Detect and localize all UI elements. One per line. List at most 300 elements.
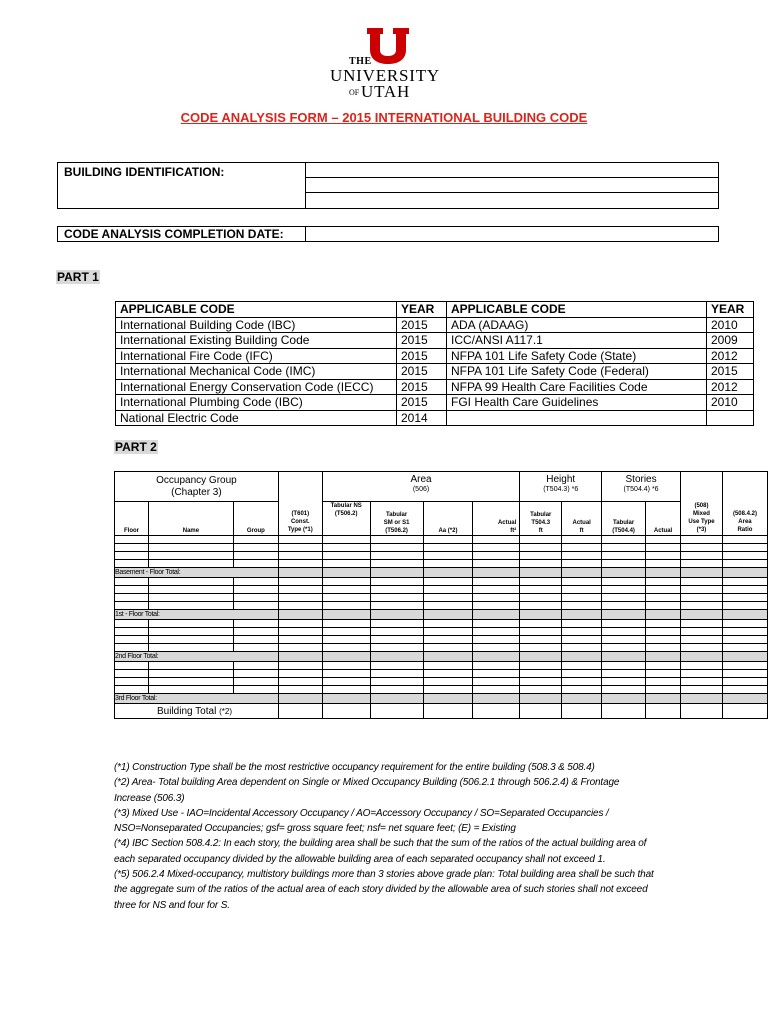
entry-cell[interactable] xyxy=(681,662,723,670)
entry-cell[interactable] xyxy=(423,578,473,586)
total-cell[interactable] xyxy=(322,610,370,620)
total-cell[interactable] xyxy=(722,704,767,719)
total-cell[interactable] xyxy=(681,610,723,620)
entry-cell[interactable] xyxy=(602,670,646,678)
entry-cell[interactable] xyxy=(233,620,278,628)
entry-cell[interactable] xyxy=(602,678,646,686)
entry-cell[interactable] xyxy=(562,620,602,628)
entry-cell[interactable] xyxy=(423,602,473,610)
entry-cell[interactable] xyxy=(602,620,646,628)
entry-cell[interactable] xyxy=(233,602,278,610)
entry-cell[interactable] xyxy=(423,586,473,594)
entry-cell[interactable] xyxy=(562,536,602,544)
entry-cell[interactable] xyxy=(602,628,646,636)
entry-cell[interactable] xyxy=(646,686,681,694)
entry-cell[interactable] xyxy=(233,536,278,544)
total-cell[interactable] xyxy=(602,610,646,620)
entry-cell[interactable] xyxy=(148,662,233,670)
total-cell[interactable] xyxy=(322,652,370,662)
entry-cell[interactable] xyxy=(423,536,473,544)
entry-cell[interactable] xyxy=(562,670,602,678)
entry-cell[interactable] xyxy=(115,678,149,686)
total-cell[interactable] xyxy=(322,704,370,719)
entry-cell[interactable] xyxy=(681,620,723,628)
entry-cell[interactable] xyxy=(562,578,602,586)
entry-cell[interactable] xyxy=(322,602,370,610)
entry-cell[interactable] xyxy=(233,544,278,552)
entry-cell[interactable] xyxy=(423,678,473,686)
entry-cell[interactable] xyxy=(115,544,149,552)
total-cell[interactable] xyxy=(646,568,681,578)
entry-cell[interactable] xyxy=(602,544,646,552)
entry-cell[interactable] xyxy=(473,686,520,694)
entry-cell[interactable] xyxy=(520,602,562,610)
total-cell[interactable] xyxy=(473,694,520,704)
entry-cell[interactable] xyxy=(115,586,149,594)
entry-cell[interactable] xyxy=(233,552,278,560)
code-cell-year2: 2010 xyxy=(707,395,754,411)
total-cell[interactable] xyxy=(646,610,681,620)
entry-cell[interactable] xyxy=(423,552,473,560)
entry-cell[interactable] xyxy=(423,636,473,644)
entry-cell[interactable] xyxy=(602,578,646,586)
entry-cell[interactable] xyxy=(681,594,723,602)
entry-cell[interactable] xyxy=(278,678,322,686)
entry-cell[interactable] xyxy=(520,620,562,628)
total-cell[interactable] xyxy=(681,704,723,719)
total-cell[interactable] xyxy=(278,694,322,704)
entry-cell[interactable] xyxy=(370,670,423,678)
entry-cell[interactable] xyxy=(370,560,423,568)
total-cell[interactable] xyxy=(423,694,473,704)
entry-cell[interactable] xyxy=(681,628,723,636)
entry-cell[interactable] xyxy=(278,552,322,560)
entry-cell[interactable] xyxy=(322,586,370,594)
total-cell[interactable] xyxy=(602,694,646,704)
entry-cell[interactable] xyxy=(722,578,767,586)
entry-cell[interactable] xyxy=(322,636,370,644)
total-cell[interactable] xyxy=(423,610,473,620)
entry-cell[interactable] xyxy=(562,594,602,602)
entry-cell[interactable] xyxy=(520,662,562,670)
entry-cell[interactable] xyxy=(278,594,322,602)
entry-cell[interactable] xyxy=(370,552,423,560)
total-cell[interactable] xyxy=(722,652,767,662)
total-cell[interactable] xyxy=(602,704,646,719)
entry-cell[interactable] xyxy=(646,636,681,644)
entry-cell[interactable] xyxy=(370,644,423,652)
floor-total-label: Basement - Floor Total: xyxy=(115,568,279,578)
entry-cell[interactable] xyxy=(148,586,233,594)
entry-cell[interactable] xyxy=(115,670,149,678)
entry-cell[interactable] xyxy=(681,602,723,610)
entry-cell[interactable] xyxy=(115,578,149,586)
total-cell[interactable] xyxy=(520,610,562,620)
total-cell[interactable] xyxy=(562,610,602,620)
entry-cell[interactable] xyxy=(148,536,233,544)
entry-cell[interactable] xyxy=(520,678,562,686)
entry-cell[interactable] xyxy=(681,670,723,678)
entry-cell[interactable] xyxy=(473,662,520,670)
total-cell[interactable] xyxy=(562,568,602,578)
entry-cell[interactable] xyxy=(370,594,423,602)
entry-cell[interactable] xyxy=(370,636,423,644)
entry-cell[interactable] xyxy=(646,560,681,568)
entry-cell[interactable] xyxy=(473,628,520,636)
total-cell[interactable] xyxy=(602,652,646,662)
entry-cell[interactable] xyxy=(233,670,278,678)
entry-cell[interactable] xyxy=(115,628,149,636)
entry-cell[interactable] xyxy=(278,686,322,694)
entry-cell[interactable] xyxy=(115,644,149,652)
entry-cell[interactable] xyxy=(681,644,723,652)
tabular-sm-line-1: Tabular xyxy=(385,512,408,518)
entry-cell[interactable] xyxy=(115,602,149,610)
entry-cell[interactable] xyxy=(722,552,767,560)
entry-cell[interactable] xyxy=(602,662,646,670)
entry-cell[interactable] xyxy=(722,560,767,568)
entry-cell[interactable] xyxy=(233,628,278,636)
total-cell[interactable] xyxy=(473,568,520,578)
entry-cell[interactable] xyxy=(562,644,602,652)
entry-cell[interactable] xyxy=(370,628,423,636)
entry-cell[interactable] xyxy=(602,594,646,602)
entry-cell[interactable] xyxy=(681,636,723,644)
entry-cell[interactable] xyxy=(602,686,646,694)
entry-cell[interactable] xyxy=(722,636,767,644)
header-mixed-use xyxy=(681,472,723,536)
entry-cell[interactable] xyxy=(562,636,602,644)
total-cell[interactable] xyxy=(562,694,602,704)
entry-cell[interactable] xyxy=(473,620,520,628)
entry-cell[interactable] xyxy=(473,560,520,568)
total-cell[interactable] xyxy=(278,610,322,620)
entry-cell[interactable] xyxy=(423,662,473,670)
entry-cell[interactable] xyxy=(722,594,767,602)
entry-cell[interactable] xyxy=(370,686,423,694)
code-cell-code: International Fire Code (IFC) xyxy=(116,348,397,364)
entry-cell[interactable] xyxy=(562,628,602,636)
entry-cell[interactable] xyxy=(681,678,723,686)
table-row xyxy=(116,395,754,411)
entry-cell[interactable] xyxy=(473,578,520,586)
entry-cell[interactable] xyxy=(646,536,681,544)
area-ref-text: (506) xyxy=(412,486,430,493)
entry-cell[interactable] xyxy=(233,586,278,594)
entry-cell[interactable] xyxy=(602,644,646,652)
entry-cell[interactable] xyxy=(646,552,681,560)
code-cell-code: International Energy Conservation Code (IECC) xyxy=(116,379,397,395)
entry-cell[interactable] xyxy=(278,560,322,568)
total-cell[interactable] xyxy=(646,694,681,704)
entry-cell[interactable] xyxy=(278,578,322,586)
total-cell[interactable] xyxy=(520,694,562,704)
entry-cell[interactable] xyxy=(722,620,767,628)
entry-cell[interactable] xyxy=(646,594,681,602)
entry-cell[interactable] xyxy=(681,544,723,552)
entry-cell[interactable] xyxy=(115,560,149,568)
total-cell[interactable] xyxy=(681,694,723,704)
entry-cell[interactable] xyxy=(722,544,767,552)
entry-cell[interactable] xyxy=(148,678,233,686)
entry-cell[interactable] xyxy=(278,544,322,552)
entry-cell[interactable] xyxy=(278,586,322,594)
entry-cell[interactable] xyxy=(562,586,602,594)
entry-cell[interactable] xyxy=(681,536,723,544)
entry-cell[interactable] xyxy=(520,536,562,544)
entry-cell[interactable] xyxy=(681,578,723,586)
entry-cell[interactable] xyxy=(278,662,322,670)
entry-cell[interactable] xyxy=(722,602,767,610)
entry-cell[interactable] xyxy=(520,686,562,694)
entry-cell[interactable] xyxy=(233,644,278,652)
logo-university-text: UNIVERSITY xyxy=(330,66,440,85)
building-identification-fields[interactable] xyxy=(305,162,719,209)
entry-cell[interactable] xyxy=(148,578,233,586)
total-cell[interactable] xyxy=(423,704,473,719)
total-cell[interactable] xyxy=(473,704,520,719)
entry-cell[interactable] xyxy=(278,628,322,636)
total-cell[interactable] xyxy=(370,568,423,578)
entry-cell[interactable] xyxy=(473,678,520,686)
entry-cell[interactable] xyxy=(278,644,322,652)
entry-cell[interactable] xyxy=(681,686,723,694)
entry-cell[interactable] xyxy=(646,662,681,670)
table-row xyxy=(116,317,754,333)
total-cell[interactable] xyxy=(681,652,723,662)
entry-cell[interactable] xyxy=(520,636,562,644)
entry-cell[interactable] xyxy=(148,670,233,678)
entry-cell[interactable] xyxy=(681,586,723,594)
university-logo xyxy=(0,0,768,100)
entry-cell[interactable] xyxy=(722,644,767,652)
entry-cell[interactable] xyxy=(322,578,370,586)
entry-cell[interactable] xyxy=(370,678,423,686)
entry-cell[interactable] xyxy=(520,544,562,552)
total-cell[interactable] xyxy=(322,568,370,578)
entry-cell[interactable] xyxy=(233,686,278,694)
total-cell[interactable] xyxy=(681,568,723,578)
entry-cell[interactable] xyxy=(322,644,370,652)
entry-cell[interactable] xyxy=(322,670,370,678)
entry-cell[interactable] xyxy=(646,670,681,678)
total-cell[interactable] xyxy=(602,568,646,578)
code-cell-code: International Existing Building Code xyxy=(116,333,397,349)
entry-cell[interactable] xyxy=(148,644,233,652)
entry-cell[interactable] xyxy=(646,678,681,686)
entry-cell[interactable] xyxy=(370,662,423,670)
entry-cell[interactable] xyxy=(423,628,473,636)
entry-cell[interactable] xyxy=(602,586,646,594)
entry-cell[interactable] xyxy=(115,636,149,644)
entry-cell[interactable] xyxy=(322,662,370,670)
total-cell[interactable] xyxy=(370,704,423,719)
total-cell[interactable] xyxy=(278,652,322,662)
entry-cell[interactable] xyxy=(602,552,646,560)
entry-cell[interactable] xyxy=(322,594,370,602)
entry-cell[interactable] xyxy=(148,620,233,628)
entry-cell[interactable] xyxy=(473,636,520,644)
entry-cell[interactable] xyxy=(473,644,520,652)
entry-cell[interactable] xyxy=(115,620,149,628)
entry-cell[interactable] xyxy=(322,628,370,636)
actual-h-line-2: ft xyxy=(579,528,584,534)
entry-cell[interactable] xyxy=(148,628,233,636)
entry-cell[interactable] xyxy=(370,578,423,586)
header-const-type xyxy=(278,472,322,536)
entry-cell[interactable] xyxy=(370,620,423,628)
entry-cell[interactable] xyxy=(520,560,562,568)
entry-cell[interactable] xyxy=(520,594,562,602)
entry-cell[interactable] xyxy=(148,560,233,568)
entry-cell[interactable] xyxy=(722,536,767,544)
entry-cell[interactable] xyxy=(423,644,473,652)
entry-cell[interactable] xyxy=(423,560,473,568)
total-cell[interactable] xyxy=(423,652,473,662)
entry-cell[interactable] xyxy=(423,620,473,628)
entry-cell[interactable] xyxy=(562,560,602,568)
entry-cell[interactable] xyxy=(278,670,322,678)
entry-cell[interactable] xyxy=(233,560,278,568)
total-cell[interactable] xyxy=(423,568,473,578)
total-cell[interactable] xyxy=(278,568,322,578)
entry-cell[interactable] xyxy=(278,620,322,628)
entry-cell[interactable] xyxy=(562,686,602,694)
entry-cell[interactable] xyxy=(233,678,278,686)
code-cell-code: International Plumbing Code (IBC) xyxy=(116,395,397,411)
entry-cell[interactable] xyxy=(233,578,278,586)
entry-cell[interactable] xyxy=(646,578,681,586)
entry-cell[interactable] xyxy=(322,560,370,568)
total-cell[interactable] xyxy=(722,694,767,704)
entry-cell[interactable] xyxy=(115,552,149,560)
entry-cell[interactable] xyxy=(115,662,149,670)
total-cell[interactable] xyxy=(278,704,322,719)
entry-cell[interactable] xyxy=(423,594,473,602)
entry-cell[interactable] xyxy=(722,586,767,594)
total-cell[interactable] xyxy=(520,568,562,578)
total-cell[interactable] xyxy=(646,704,681,719)
entry-cell[interactable] xyxy=(722,662,767,670)
entry-cell[interactable] xyxy=(722,678,767,686)
total-cell[interactable] xyxy=(722,568,767,578)
entry-cell[interactable] xyxy=(473,594,520,602)
entry-cell[interactable] xyxy=(562,662,602,670)
entry-cell[interactable] xyxy=(148,552,233,560)
entry-cell[interactable] xyxy=(646,620,681,628)
entry-cell[interactable] xyxy=(562,678,602,686)
entry-cell[interactable] xyxy=(370,536,423,544)
entry-cell[interactable] xyxy=(473,670,520,678)
entry-cell[interactable] xyxy=(322,678,370,686)
entry-cell[interactable] xyxy=(602,602,646,610)
entry-cell[interactable] xyxy=(322,552,370,560)
entry-cell[interactable] xyxy=(423,686,473,694)
total-cell[interactable] xyxy=(562,704,602,719)
entry-cell[interactable] xyxy=(370,544,423,552)
entry-cell[interactable] xyxy=(602,536,646,544)
entry-cell[interactable] xyxy=(322,620,370,628)
entry-cell[interactable] xyxy=(520,670,562,678)
header-tabular-ns xyxy=(322,502,370,536)
entry-cell[interactable] xyxy=(278,602,322,610)
entry-cell[interactable] xyxy=(115,686,149,694)
entry-cell[interactable] xyxy=(115,536,149,544)
entry-cell[interactable] xyxy=(520,552,562,560)
total-cell[interactable] xyxy=(370,610,423,620)
entry-cell[interactable] xyxy=(423,544,473,552)
entry-cell[interactable] xyxy=(646,602,681,610)
total-cell[interactable] xyxy=(370,694,423,704)
entry-cell[interactable] xyxy=(681,552,723,560)
entry-cell[interactable] xyxy=(278,536,322,544)
entry-cell[interactable] xyxy=(148,594,233,602)
entry-cell[interactable] xyxy=(520,578,562,586)
entry-cell[interactable] xyxy=(520,628,562,636)
entry-cell[interactable] xyxy=(278,636,322,644)
entry-cell[interactable] xyxy=(562,602,602,610)
entry-cell[interactable] xyxy=(148,602,233,610)
completion-date-field[interactable] xyxy=(305,226,719,242)
entry-cell[interactable] xyxy=(722,686,767,694)
total-cell[interactable] xyxy=(473,652,520,662)
entry-cell[interactable] xyxy=(602,636,646,644)
entry-cell[interactable] xyxy=(370,602,423,610)
building-total-text: Building Total xyxy=(157,705,217,717)
total-cell[interactable] xyxy=(520,652,562,662)
entry-cell[interactable] xyxy=(370,586,423,594)
entry-cell[interactable] xyxy=(520,586,562,594)
entry-cell[interactable] xyxy=(322,544,370,552)
entry-cell[interactable] xyxy=(322,536,370,544)
entry-cell[interactable] xyxy=(562,544,602,552)
total-cell[interactable] xyxy=(473,610,520,620)
entry-cell[interactable] xyxy=(520,644,562,652)
entry-cell[interactable] xyxy=(233,636,278,644)
entry-cell[interactable] xyxy=(473,544,520,552)
entry-cell[interactable] xyxy=(423,670,473,678)
entry-cell[interactable] xyxy=(322,686,370,694)
total-cell[interactable] xyxy=(370,652,423,662)
total-cell[interactable] xyxy=(646,652,681,662)
entry-cell[interactable] xyxy=(115,594,149,602)
total-cell[interactable] xyxy=(322,694,370,704)
entry-cell[interactable] xyxy=(646,628,681,636)
entry-cell[interactable] xyxy=(148,544,233,552)
total-cell[interactable] xyxy=(562,652,602,662)
entry-cell[interactable] xyxy=(646,586,681,594)
header-group: Group xyxy=(233,502,278,536)
total-cell[interactable] xyxy=(520,704,562,719)
entry-cell[interactable] xyxy=(233,662,278,670)
entry-cell[interactable] xyxy=(233,594,278,602)
entry-cell[interactable] xyxy=(148,636,233,644)
entry-cell[interactable] xyxy=(562,552,602,560)
entry-cell[interactable] xyxy=(473,586,520,594)
entry-cell[interactable] xyxy=(722,628,767,636)
entry-cell[interactable] xyxy=(473,602,520,610)
entry-cell[interactable] xyxy=(473,552,520,560)
entry-cell[interactable] xyxy=(602,560,646,568)
total-cell[interactable] xyxy=(722,610,767,620)
entry-cell[interactable] xyxy=(681,560,723,568)
entry-cell[interactable] xyxy=(473,536,520,544)
entry-cell[interactable] xyxy=(148,686,233,694)
entry-cell[interactable] xyxy=(646,644,681,652)
entry-cell[interactable] xyxy=(646,544,681,552)
stories-text: Stories xyxy=(625,474,657,485)
entry-cell[interactable] xyxy=(722,670,767,678)
